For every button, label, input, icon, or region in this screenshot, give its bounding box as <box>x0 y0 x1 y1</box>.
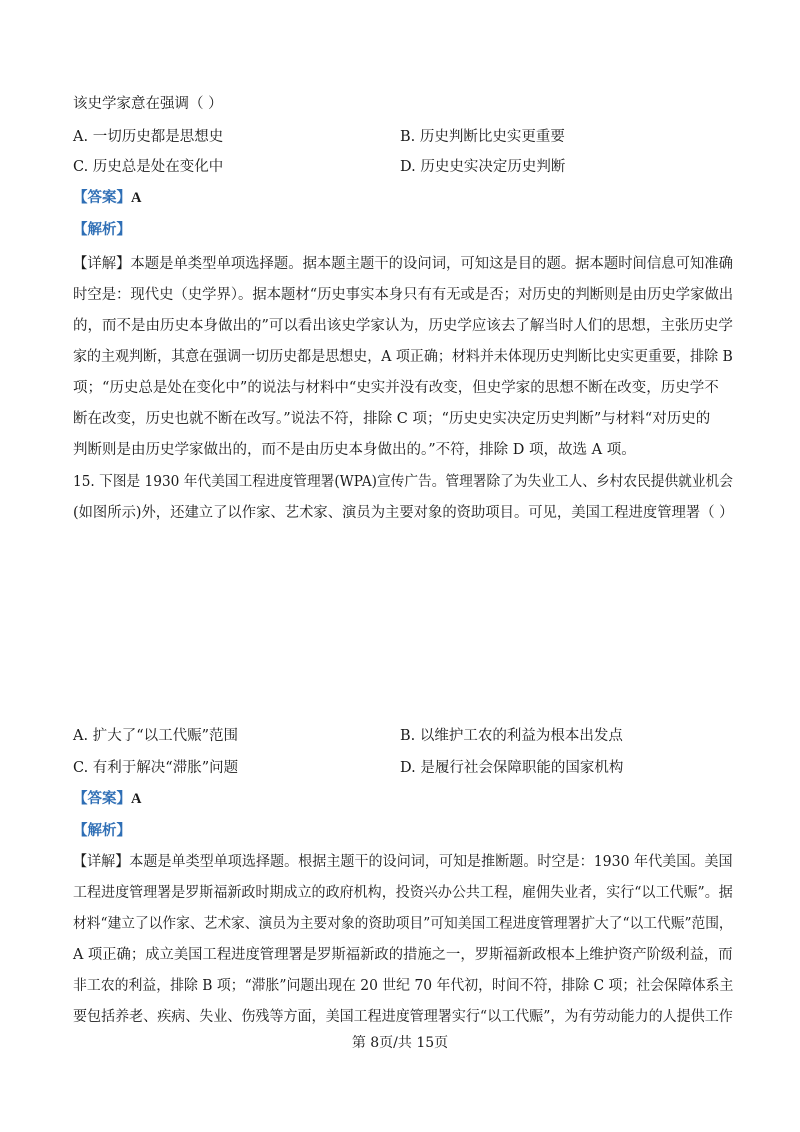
q15-detail-line: 材料“建立了以作家、艺术家、演员为主要对象的资助项目”可知美国工程进度管理署扩大了“以工代赈”范围， <box>73 916 733 932</box>
q14-detail-line: 项；“历史总是处在变化中”的说法与材料中“史实并没有改变，但史学家的思想不断在改变，历史学不 <box>73 380 719 396</box>
q15-detail-line: 工程进度管理署是罗斯福新政时期成立的政府机构，投资兴办公共工程，雇佣失业者，实行“以工代赈”。据 <box>73 885 733 901</box>
q15-answer-label: 【答案】 <box>73 790 131 807</box>
q14-detail-line: 判断则是由历史学家做出的，而不是由历史本身做出的。”不符，排除 D 项，故选 A 项。 <box>73 442 636 458</box>
q14-option-d: D. 历史史实决定历史判断 <box>400 159 566 175</box>
q14-option-b: B. 历史判断比史实更重要 <box>400 129 565 145</box>
q15-detail-line: 【详解】本题是单类型单项选择题。根据主题干的设问词，可知是推断题。时空是：1930 年代美国。美国 <box>73 854 733 870</box>
q14-detail-line: 家的主观判断，其意在强调一切历史都是思想史，A 项正确；材料并未体现历史判断比史实更重要，排除 B <box>73 349 733 365</box>
q14-detail-line: 【详解】本题是单类型单项选择题。据本题主题干的设问词，可知这是目的题。据本题时间信息可知准确 <box>73 256 733 272</box>
q14-answer <box>73 188 141 208</box>
q15-analysis-label: 【解析】 <box>73 822 131 839</box>
q15-detail-line: A 项正确；成立美国工程进度管理署是罗斯福新政的措施之一，罗斯福新政根本上维护资产阶级利益，而 <box>73 947 733 963</box>
q15-figure-area <box>73 540 733 718</box>
q15-answer <box>73 789 141 809</box>
q15-stem-line: 15. 下图是 1930 年代美国工程进度管理署(WPA)宣传广告。管理署除了为失业工人、乡村农民提供就业机会 <box>73 474 733 490</box>
q15-option-d: D. 是履行社会保障职能的国家机构 <box>400 760 624 776</box>
q15-detail-line: 非工农的利益，排除 B 项；“滞胀”问题出现在 20 世纪 70 年代初，时间不符，排除 C 项；社会保障体系主 <box>73 978 734 994</box>
q15-option-c: C. 有利于解决“滞胀”问题 <box>73 760 239 776</box>
q14-detail-line: 断在改变，历史也就不断在改写。”说法不符，排除 C 项；“历史史实决定历史判断”与材料“对历史的 <box>73 411 711 427</box>
q14-option-a: A. 一切历史都是思想史 <box>73 129 224 145</box>
page-number: 第 8页/共 15页 <box>351 1035 449 1051</box>
q15-option-b: B. 以维护工农的利益为根本出发点 <box>400 728 623 744</box>
q14-option-c: C. 历史总是处在变化中 <box>73 159 224 175</box>
q14-stem: 该史学家意在强调（ ） <box>73 96 223 112</box>
q15-detail-line: 要包括养老、疾病、失业、伤残等方面，美国工程进度管理署实行“以工代赈”，为有劳动能力的人提供工作 <box>73 1009 733 1025</box>
q14-analysis-label: 【解析】 <box>73 221 131 238</box>
q15-option-a: A. 扩大了“以工代赈”范围 <box>73 728 239 744</box>
q14-answer-value: A <box>131 190 142 206</box>
q15-answer-value: A <box>131 791 142 807</box>
q14-answer-label: 【答案】 <box>73 189 131 206</box>
q15-stem-line: (如图所示)外，还建立了以作家、艺术家、演员为主要对象的资助项目。可见，美国工程进度管理署（ ） <box>73 505 734 521</box>
q14-detail-line: 时空是：现代史（史学界）。据本题材“历史事实本身只有有无或是否；对历史的判断则是由历史学家做出 <box>73 287 734 303</box>
q14-detail-line: 的，而不是由历史本身做出的”可以看出该史学家认为，历史学应该去了解当时人们的思想，主张历史学 <box>73 318 733 334</box>
